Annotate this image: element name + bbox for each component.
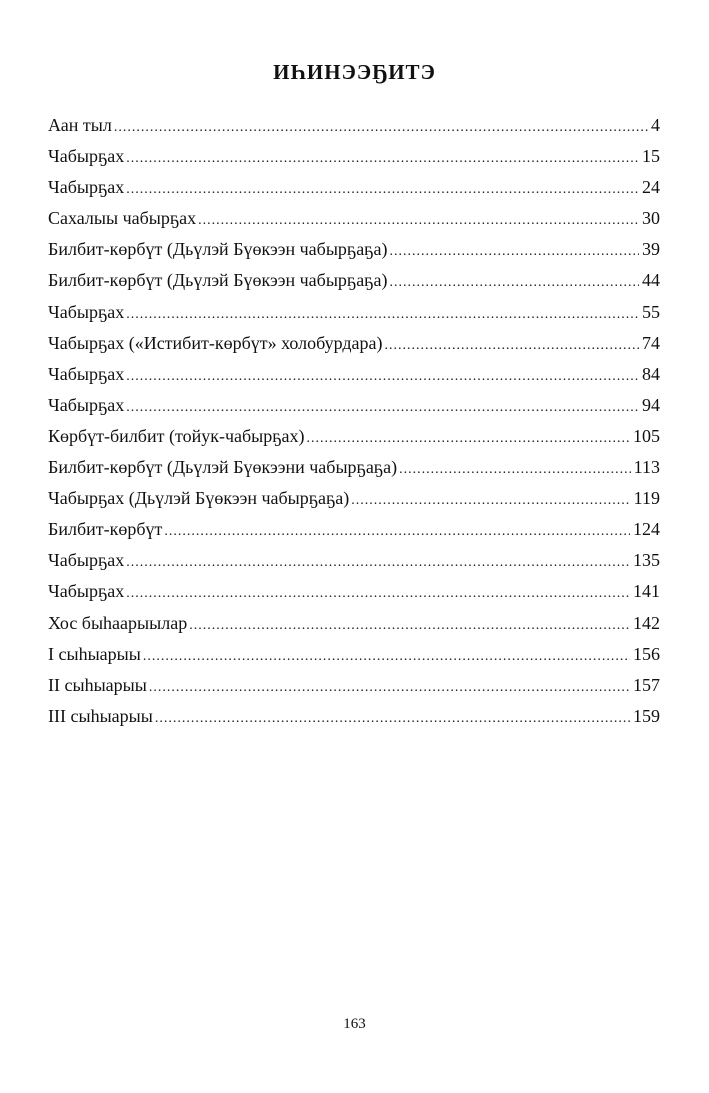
toc-entry-title: Хос быһаарыылар <box>48 612 188 633</box>
toc-entry <box>48 203 660 234</box>
toc-entry <box>48 359 660 390</box>
dot-leader <box>126 299 639 330</box>
dot-leader <box>126 578 630 609</box>
toc-entry-title: Билбит-көрбүт <box>48 519 163 540</box>
dot-leader <box>126 143 639 174</box>
toc-entry-page: 15 <box>642 146 660 167</box>
toc-entry <box>48 390 660 421</box>
dot-leader <box>399 454 631 485</box>
toc-entry-title: II сыһыарыы <box>48 674 147 695</box>
toc-entry-title: Чабырҕах (Дьүлэй Бүөкээн чабырҕаҕа) <box>48 488 350 509</box>
toc-entry <box>48 421 660 452</box>
dot-leader <box>164 516 630 547</box>
dot-leader <box>143 641 630 672</box>
toc-entry <box>48 234 660 265</box>
toc-entry-title: Аан тыл <box>48 115 112 135</box>
toc-entry <box>48 297 660 328</box>
toc-entry-page: 142 <box>633 612 660 633</box>
toc-entry-page: 4 <box>651 115 660 135</box>
toc-entry-page: 84 <box>642 363 660 384</box>
dot-leader <box>126 392 639 423</box>
toc-entry-page: 30 <box>642 208 660 229</box>
toc-entry-page: 24 <box>642 177 660 198</box>
toc-entry-page: 156 <box>633 643 660 664</box>
toc-entry-page: 105 <box>633 425 660 446</box>
toc-entry <box>48 545 660 576</box>
toc-entry-page: 119 <box>633 488 660 509</box>
dot-leader <box>389 236 639 267</box>
dot-leader <box>385 330 639 361</box>
toc-entry-page: 44 <box>642 270 660 291</box>
toc-entry-title: Билбит-көрбүт (Дьүлэй Бүөкээн чабырҕаҕа) <box>48 270 388 291</box>
toc-entry-title: I сыһыарыы <box>48 643 141 664</box>
dot-leader <box>155 703 630 734</box>
toc-entry-page: 74 <box>642 332 660 353</box>
toc-entry-title: Чабырҕах <box>48 394 125 415</box>
toc-entry <box>48 328 660 359</box>
toc-entry-title: Чабырҕах <box>48 301 125 322</box>
toc-entry <box>48 110 660 141</box>
toc-entry <box>48 172 660 203</box>
dot-leader <box>198 205 639 236</box>
toc-entry <box>48 514 660 545</box>
toc-entry-title: Чабырҕах <box>48 146 125 167</box>
page-title: ИҺИНЭЭҔИТЭ <box>273 60 436 84</box>
dot-leader <box>149 672 630 703</box>
toc-entry <box>48 608 660 639</box>
toc-entry <box>48 265 660 296</box>
toc-entry-title: Чабырҕах <box>48 550 125 571</box>
toc-entry-page: 159 <box>633 705 660 726</box>
dot-leader <box>307 423 631 454</box>
toc-entry <box>48 452 660 483</box>
toc-entry <box>48 701 660 732</box>
dot-leader <box>126 361 639 392</box>
toc-entry-page: 124 <box>633 519 660 540</box>
toc-entry <box>48 576 660 607</box>
toc-entry-title: Чабырҕах <box>48 581 125 602</box>
dot-leader <box>389 267 639 298</box>
dot-leader <box>351 485 630 516</box>
toc-entry-page: 135 <box>633 550 660 571</box>
dot-leader <box>126 547 630 578</box>
toc-entry-title: Сахалыы чабырҕах <box>48 208 197 229</box>
toc-entry-title: Билбит-көрбүт (Дьүлэй Бүөкээн чабырҕаҕа) <box>48 239 388 260</box>
toc-entry-title: III сыһыарыы <box>48 705 153 726</box>
toc-entry-page: 55 <box>642 301 660 322</box>
toc-entry <box>48 141 660 172</box>
toc-entry-page: 113 <box>633 457 660 478</box>
dot-leader <box>126 174 639 205</box>
toc-entry-page: 141 <box>633 581 660 602</box>
toc-entry-title: Чабырҕах <box>48 363 125 384</box>
page-number: 163 <box>343 1016 366 1032</box>
toc-entry-title: Чабырҕах <box>48 177 125 198</box>
toc-entry-title: Көрбүт-билбит (тойук-чабырҕах) <box>48 425 305 446</box>
toc-entry-page: 157 <box>633 674 660 695</box>
dot-leader <box>114 112 648 143</box>
table-of-contents <box>48 110 660 732</box>
toc-entry-page: 39 <box>642 239 660 260</box>
toc-entry <box>48 670 660 701</box>
toc-entry-title: Чабырҕах («Истибит-көрбүт» холобурдара) <box>48 332 383 353</box>
toc-entry <box>48 639 660 670</box>
toc-entry-title: Билбит-көрбүт (Дьүлэй Бүөкээни чабырҕаҕа) <box>48 457 398 478</box>
toc-entry <box>48 483 660 514</box>
dot-leader <box>189 610 630 641</box>
toc-entry-page: 94 <box>642 394 660 415</box>
